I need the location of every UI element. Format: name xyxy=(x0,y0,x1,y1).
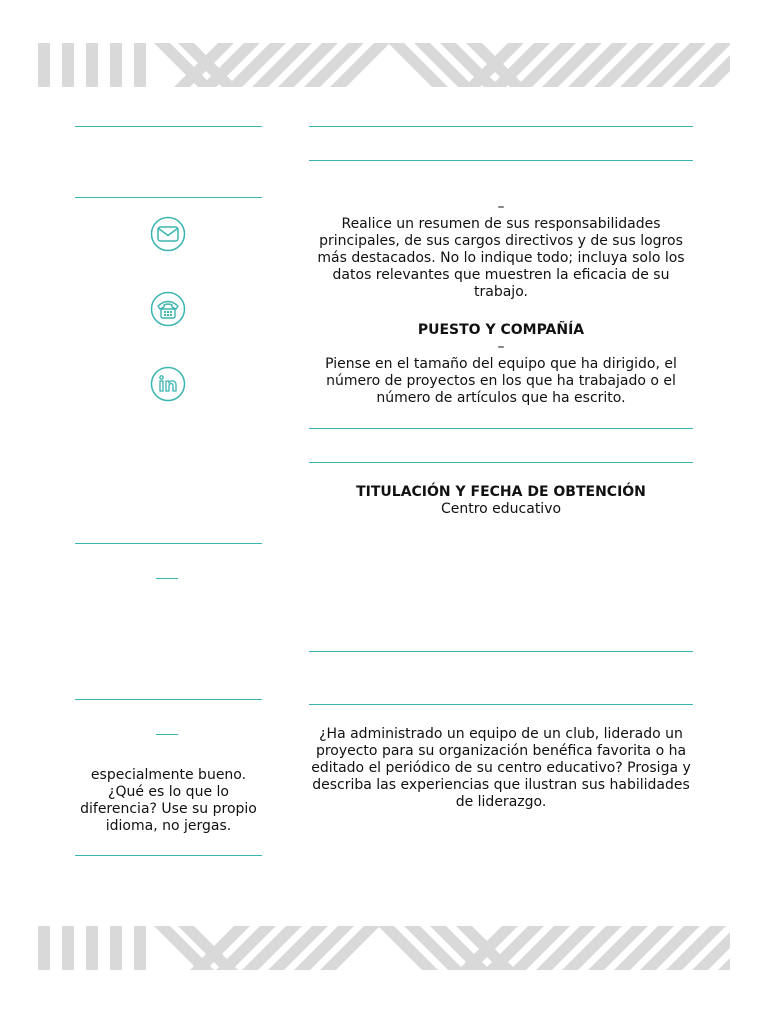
sidebar-dash xyxy=(156,734,178,735)
sidebar-description: especialmente bueno. ¿Qué es lo que lo diferencia? Use su propio idioma, no jergas. xyxy=(80,767,257,834)
decorative-stripe-band-top xyxy=(38,43,730,87)
envelope-icon xyxy=(150,216,186,252)
position-description: Piense en el tamaño del equipo que ha dirigido, el número de proyectos en los que ha trabajado o el número de artículos que ha escrito. xyxy=(325,356,677,406)
section-rule xyxy=(309,704,693,705)
section-rule xyxy=(309,428,693,429)
experience-entry xyxy=(309,199,693,407)
section-rule xyxy=(309,160,693,161)
sidebar-rule xyxy=(75,855,262,856)
sidebar-rule xyxy=(75,699,262,700)
position-heading: PUESTO Y COMPAÑÍA xyxy=(417,322,585,338)
section-rule xyxy=(309,462,693,463)
degree-heading: TITULACIÓN Y FECHA DE OBTENCIÓN xyxy=(356,484,646,500)
decorative-stripe-band-bottom xyxy=(38,926,730,970)
date-dash: – xyxy=(497,339,505,355)
experience-summary: Realice un resumen de sus responsabilidades principales, de sus cargos directivos y de sus logros más destacados. No lo indique todo; incluya solo los datos relevantes que muestren la eficacia de su trabajo. xyxy=(317,216,685,300)
institution-name: Centro educativo xyxy=(440,501,562,517)
sidebar-dash xyxy=(156,578,178,579)
sidebar-rule xyxy=(75,126,262,127)
section-rule xyxy=(309,126,693,127)
linkedin-icon xyxy=(150,366,186,402)
sidebar-rule xyxy=(75,543,262,544)
education-entry xyxy=(309,484,693,518)
telephone-icon xyxy=(150,291,186,327)
volunteer-description: ¿Ha administrado un equipo de un club, liderado un proyecto para su organización benéfica favorita o ha editado el periódico de su centro educativo? Prosiga y describa las experiencias que ilustran sus habilidades de liderazgo. xyxy=(311,726,691,810)
sidebar-rule xyxy=(75,197,262,198)
section-rule xyxy=(309,651,693,652)
date-dash: – xyxy=(497,199,505,215)
